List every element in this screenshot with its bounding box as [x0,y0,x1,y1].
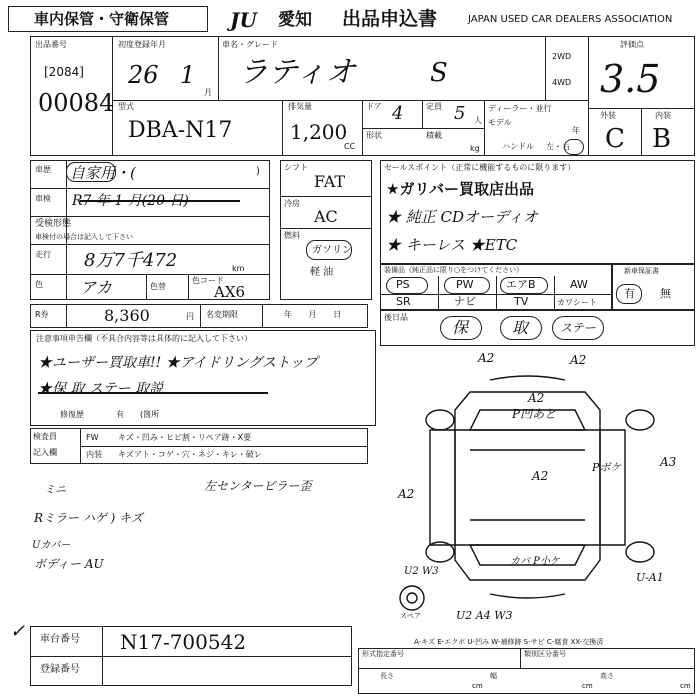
ac-label: 冷房 [284,199,300,208]
ac-value: AC [314,207,338,226]
equip-aw: AW [570,278,588,291]
ext-label: 外装 [600,111,616,120]
length-label: 長さ [380,672,394,680]
equip-leather-seat: カワシート [557,298,597,307]
fw-label: FW [86,433,99,442]
equip-ps: PS [396,278,410,291]
drive-2wd: 2WD [552,52,572,61]
ext-grade: C [605,124,625,154]
equip-sr: SR [396,295,411,308]
check-mark: ✓ [10,621,26,642]
inspector-note-3: Rミラー ハゲ ) キズ [34,511,143,525]
shift-label: シフト [284,163,308,172]
repair-value: 有 [116,410,124,419]
storage-label: 車内保管・守衛保管 [34,10,170,28]
warranty-label: 新車保証書 [624,267,659,275]
class-label: 類別区分番号 [524,650,566,658]
diagram-mark-7: A3 [660,455,677,469]
diagram-mark-9: カバ P小ケ [510,556,560,567]
inspector-note-5: ボディー AU [34,557,104,571]
form-title: 出品申込書 [342,8,438,30]
diagram-mark-11: U-A1 [636,571,664,584]
cert-label: 形式指定番号 [362,650,404,658]
inspection-label: 車検 [35,194,51,203]
month-unit: 月 [204,88,212,97]
repair-place: (箇所 [140,410,160,419]
lot-sub: [2084] [44,65,84,79]
doors-label: ドア [366,102,382,111]
handle-value: 左・右 [546,142,570,151]
equip-navi: ナビ [454,295,476,308]
back-day-item-3: ステー [560,321,596,335]
equip-tv: TV [514,295,529,308]
fw-text: キズ・凹み・ヒビ割・リペア跡・X要 [118,433,252,442]
first-reg-label: 初度登録年月 [118,40,166,49]
spare-label: スペア [400,612,421,620]
inspector-note-1: ミニ [44,483,66,496]
first-reg-month: 1 [180,61,196,89]
diagram-mark-8: A2 [398,487,415,501]
model-year-label: モデル [488,118,512,127]
int-grade: B [652,124,672,154]
sales-points-label: セールスポイント（正常に機能するものに限ります） [384,163,576,172]
sales-line-3: ★ キーレス ★ETC [386,236,518,254]
first-reg-year: 26 [128,61,159,89]
cc-unit: CC [344,142,356,151]
accept-sub: 車検付の場合は記入して下さい [35,233,133,241]
color-label: 色 [35,280,43,289]
repair-label: 修復歴 [60,410,84,419]
damage-legend: A-キズ E-エクボ U-凹み W-補修跡 S-サビ C-腐食 XX-交換済 [414,638,604,646]
back-day-label: 後日品 [384,313,408,322]
load-label: 積載 [426,131,442,140]
org-name: 愛知 [278,10,312,30]
diagram-mark-1: A2 [478,351,495,365]
color-code-value: AX6 [214,283,246,301]
equip-pw: PW [456,278,474,291]
diagram-mark-3: A2 [528,391,545,405]
interior-label: 内装 [86,450,102,459]
kg-unit: kg [470,144,480,153]
length-unit: cm [472,682,483,690]
diagram-mark-4: P凹あと [512,407,557,421]
recycle-label: R券 [35,310,49,319]
lot-number: 00084 [38,89,115,117]
diagram-mark-10: U2 W3 [404,566,439,577]
notes-label: 注意事項申告欄（不具合内容等は具体的に記入して下さい） [36,334,252,343]
back-day-item-1: 保 [452,318,469,337]
color-code-label: 色コード [192,276,224,285]
score-label: 評価点 [620,40,644,49]
displacement-value: 1,200 [290,120,348,144]
mileage-label: 走行 [35,250,51,259]
fuel-diesel: 軽 油 [310,267,334,278]
notes-line-1: ★ユーザー買取車!! ★アイドリングストップ [38,355,318,371]
fuel-label: 燃料 [284,231,300,240]
diagram-mark-12: U2 A4 W3 [456,609,513,622]
year-unit: 年 [572,126,580,135]
interior-text: キズアト・コゲ・穴・ネジ・キレ・破レ [118,450,262,459]
inspector-note-4: Uカバー [32,540,71,551]
height-unit: cm [680,682,691,690]
doors-value: 4 [392,103,404,124]
history-value: 自家用・( [70,164,136,182]
diagram-mark-5: A2 [532,469,549,483]
model-code: DBA-N17 [128,118,233,143]
equip-airbag: エアB [506,278,536,291]
lot-label: 出品番号 [35,40,67,49]
equipment-label: 装備品（純正品に限り○をつけてください） [384,266,524,274]
name-grade-label: 車名・グレード [222,40,278,49]
warranty-no: 無 [660,287,671,300]
notes-line-2: ★保 取 ステー 取説 [38,381,164,397]
reg-label: 登録番号 [40,664,80,675]
name-change-date: 年 月 日 [284,310,342,319]
capacity-value: 5 [454,103,466,124]
mileage-value: 8万7千472 [84,250,178,271]
int-label: 内装 [655,111,671,120]
ju-logo-text: JU [230,8,257,32]
drive-4wd: 4WD [552,78,572,87]
inspection-value: R7 年 1 月(20 日) [72,193,189,209]
car-name: ラティオ [238,55,356,90]
diagram-mark-2: A2 [570,353,587,367]
width-label: 幅 [490,672,497,680]
capacity-unit: 人 [474,116,482,125]
recycle-unit: 円 [186,312,194,321]
sales-line-2: ★ 純正 CDオーディオ [386,208,538,226]
history-label: 車歴 [35,165,51,174]
diagram-mark-6: Pボケ [592,461,622,474]
recycle-amount: 8,360 [104,306,150,325]
name-change-label: 名変期限 [206,310,238,319]
displacement-label: 排気量 [288,102,312,111]
inspector-note-2: 左センターピラー歪 [204,479,312,493]
back-day-item-2: 取 [512,318,529,337]
inspector-label-1: 検査員 [33,432,57,441]
shape-label: 形状 [366,131,382,140]
fuel-gasoline: ガソリン [312,245,352,256]
color-value: アカ [80,278,112,297]
width-unit: cm [582,682,593,690]
height-label: 高さ [600,672,614,680]
inspector-label-2: 記入欄 [33,448,57,457]
score-value: 3.5 [600,57,661,101]
shift-value: FAT [314,172,346,191]
dealer-label: ディーラー・並行 [488,104,552,113]
capacity-label: 定員 [426,102,442,111]
warranty-yes: 有 [624,287,635,300]
accept-label: 受検形態 [35,219,72,229]
history-close-paren: ) [256,166,260,177]
km-unit: km [232,264,245,273]
model-label: 型式 [118,102,134,111]
association-name: JAPAN USED CAR DEALERS ASSOCIATION [468,14,673,25]
handle-label: ハンドル [502,142,534,151]
sales-line-1: ★ガリバー買取店出品 [386,180,534,198]
chassis-label: 車台番号 [40,634,80,645]
color-no-label: 色替 [150,282,166,291]
chassis-value: N17-700542 [120,630,247,654]
car-grade: S [430,58,448,88]
